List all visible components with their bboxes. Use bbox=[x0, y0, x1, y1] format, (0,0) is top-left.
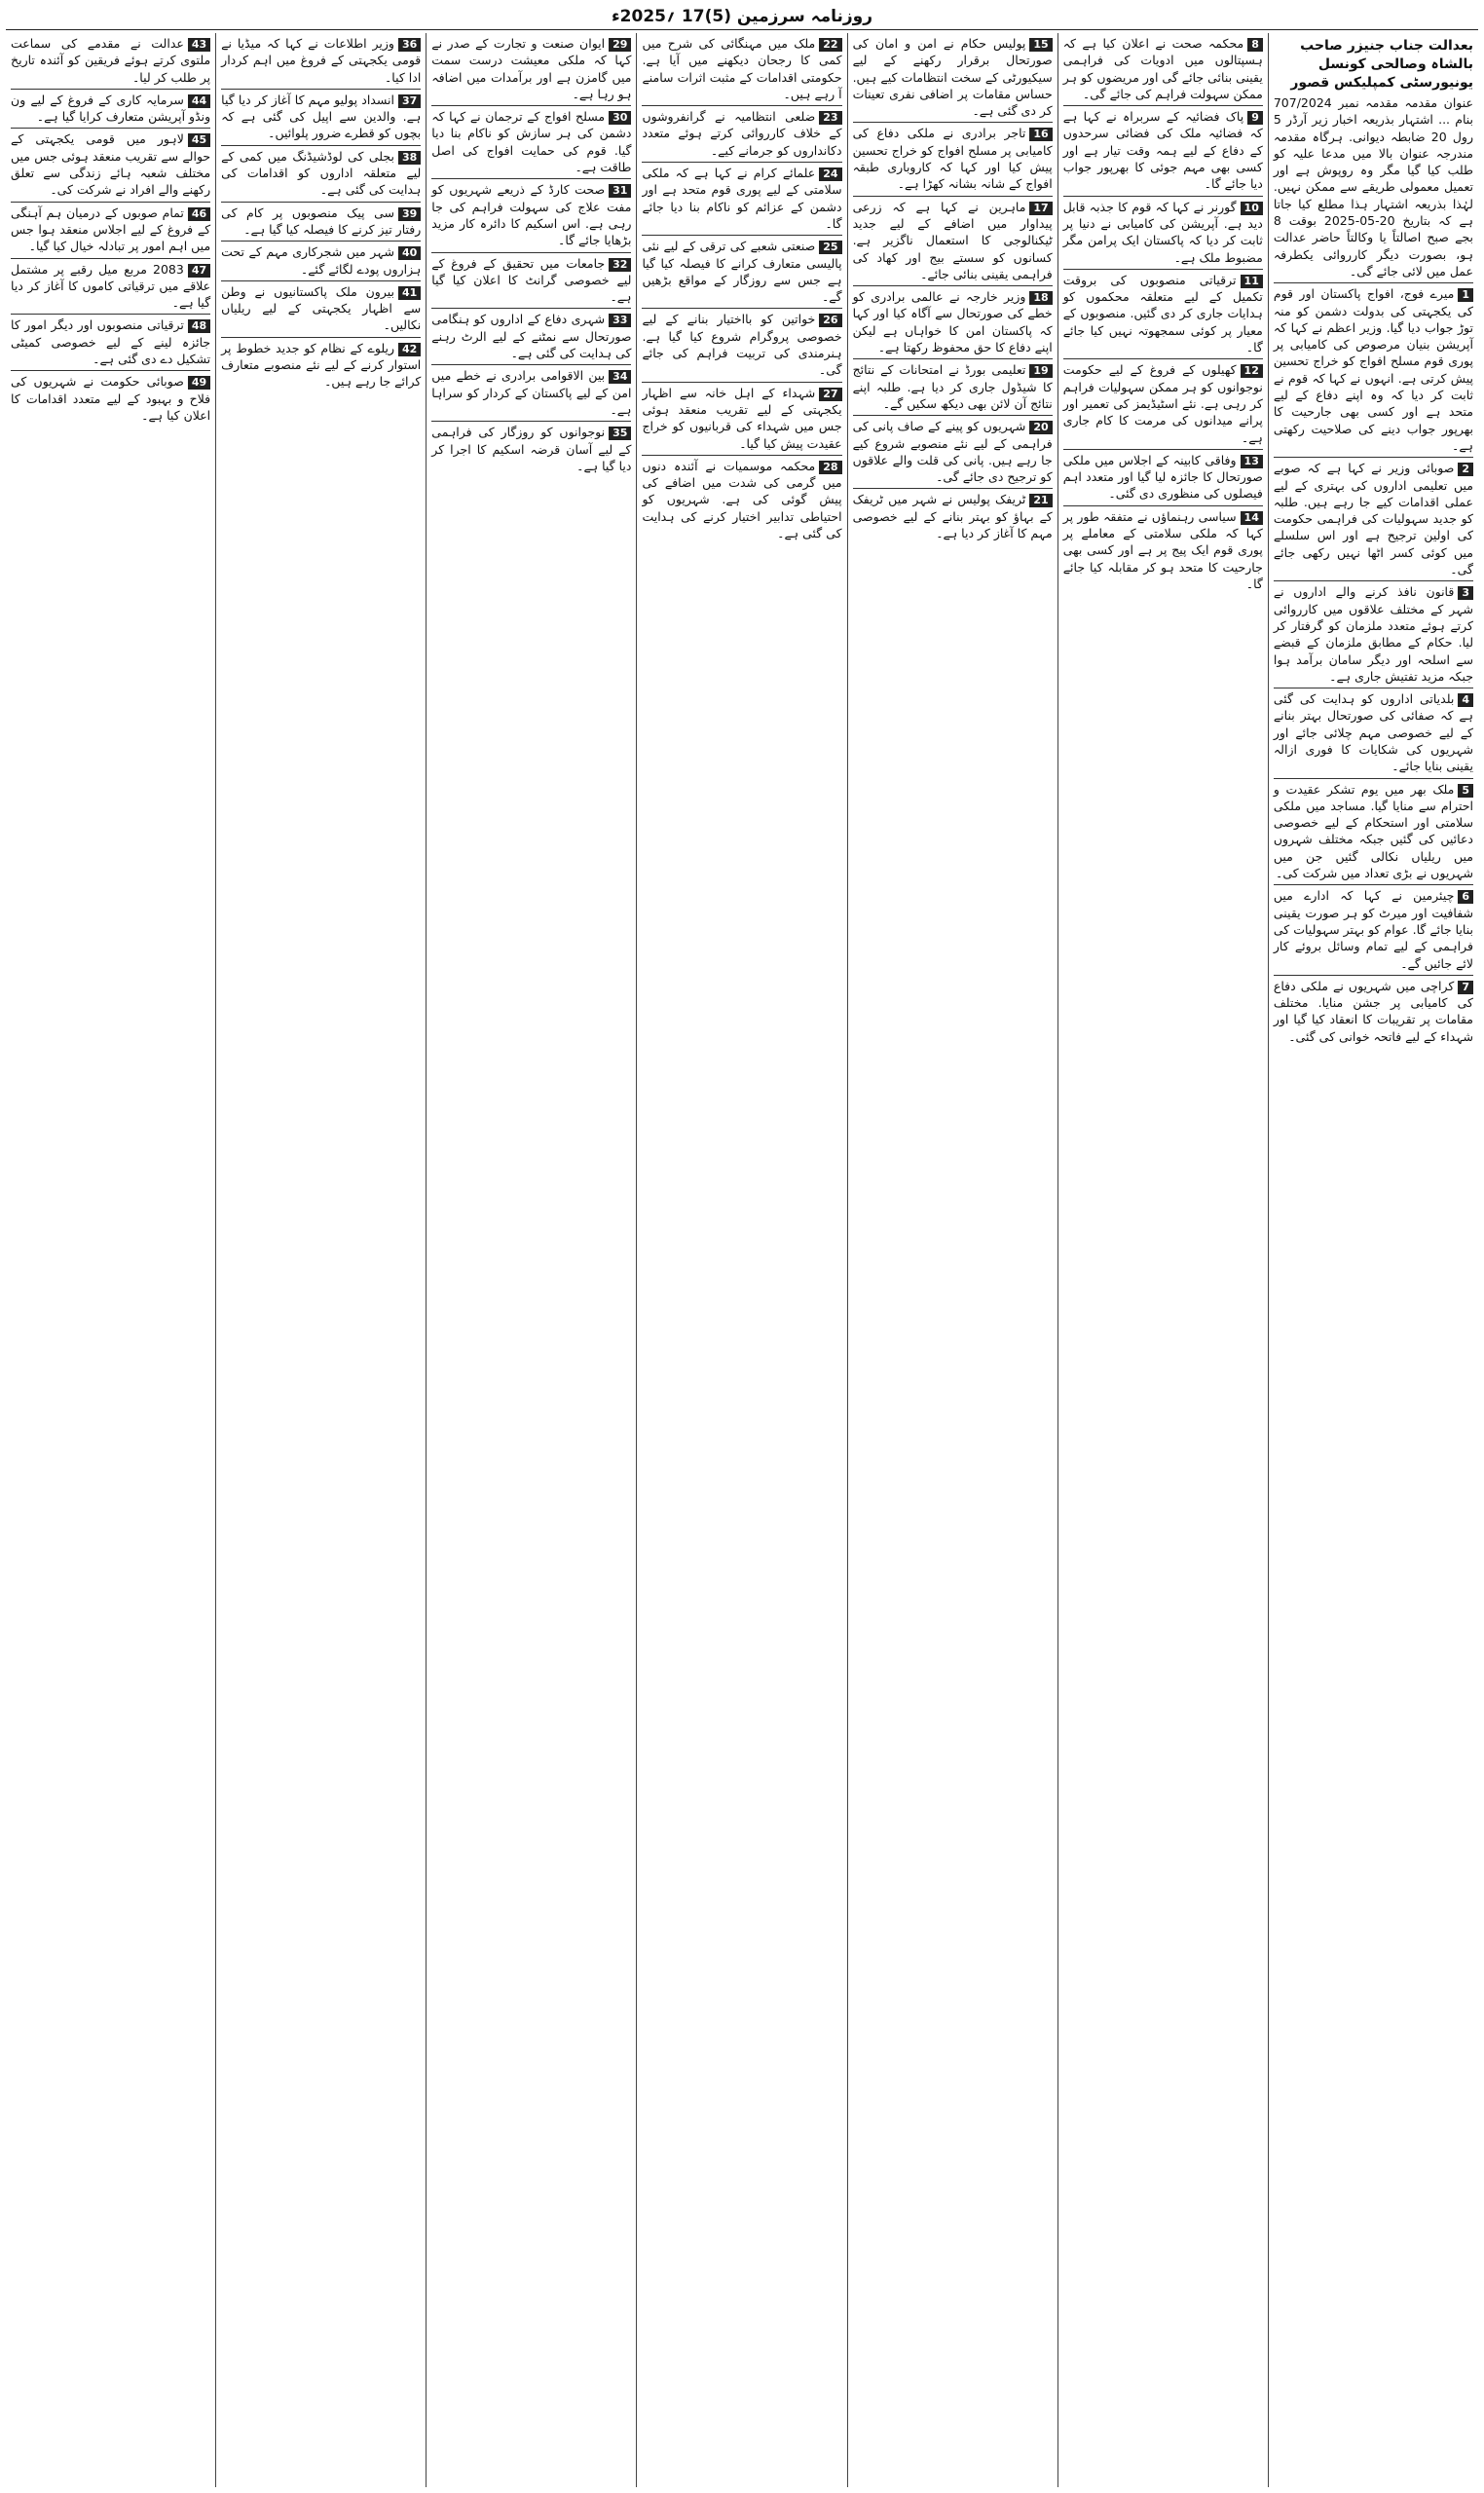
item-number-badge: 9 bbox=[1247, 111, 1263, 125]
news-item bbox=[853, 33, 1053, 119]
news-item bbox=[11, 258, 210, 312]
news-item bbox=[642, 235, 841, 305]
news-text bbox=[221, 243, 421, 278]
item-number-badge: 31 bbox=[609, 184, 631, 198]
item-number-badge: 33 bbox=[609, 314, 631, 327]
news-body: بیرون ملک پاکستانیوں نے وطن سے اظہار یکجہتی کے لیے ریلیاں نکالیں۔ bbox=[221, 283, 422, 333]
news-item bbox=[221, 241, 421, 278]
news-body: کراچی میں شہریوں نے ملکی دفاع کی کامیابی پر جشن منایا. مختلف مقامات پر تقریبات کا انعقاد کیا گیا اور شہداء کے لیے فاتحہ خوانی کی گئی۔ bbox=[1273, 978, 1473, 1044]
news-text bbox=[221, 205, 421, 239]
news-text bbox=[431, 35, 631, 102]
news-body: ریلوے کے نظام کو جدید خطوط پر استوار کرنے کے لیے نئے منصوبے متعارف کرائے جا رہے ہیں۔ bbox=[221, 340, 422, 390]
news-item bbox=[431, 308, 631, 361]
item-number-badge: 36 bbox=[398, 38, 421, 52]
news-item bbox=[1274, 884, 1473, 971]
news-text bbox=[853, 491, 1053, 541]
news-text bbox=[221, 92, 421, 142]
news-item bbox=[1063, 449, 1263, 502]
news-text bbox=[1274, 285, 1473, 454]
news-text bbox=[221, 35, 421, 86]
item-number-badge: 20 bbox=[1029, 421, 1052, 434]
news-text bbox=[853, 418, 1053, 485]
news-body: تاجر برادری نے ملکی دفاع کی کامیابی پر مسلح افواج کو خراج تحسین پیش کیا اور کہا کہ کاروباری طبقہ افواج کے شانہ بشانہ کھڑا ہے۔ bbox=[852, 126, 1053, 192]
news-item bbox=[642, 33, 841, 102]
news-text bbox=[1274, 94, 1473, 279]
news-item bbox=[1274, 975, 1473, 1045]
news-text bbox=[11, 316, 210, 367]
item-number-badge: 10 bbox=[1241, 202, 1263, 215]
news-text bbox=[853, 125, 1053, 192]
news-text bbox=[431, 108, 631, 175]
news-item bbox=[431, 364, 631, 418]
news-text bbox=[1274, 690, 1473, 774]
news-item bbox=[431, 178, 631, 248]
news-item bbox=[221, 337, 421, 391]
news-item bbox=[431, 33, 631, 102]
news-body: شہری دفاع کے اداروں کو ہنگامی صورتحال سے نمٹنے کے لیے الرٹ رہنے کی ہدایت کی گئی ہے۔ bbox=[431, 312, 632, 361]
news-text bbox=[431, 181, 631, 248]
news-body: چیئرمین نے کہا کہ ادارے میں شفافیت اور میرٹ کو ہر صورت یقینی بنایا جائے گا. عوام کو بہتر سہولیات کی فراہمی کے لیے تمام وسائل بروئے کار لائے جائیں گے۔ bbox=[1273, 888, 1473, 971]
news-body: صوبائی وزیر نے کہا ہے کہ صوبے میں تعلیمی اداروں کی بہتری کے لیے عملی اقدامات کیے جا رہے ہیں. طلبہ کو جدید سہولیات کی فراہمی حکومت کی اولین ترجیح ہے اور اس سلسلے میں کوئی کسر اٹھا نہیں رکھی جائے گی۔ bbox=[1273, 461, 1473, 577]
news-column bbox=[847, 33, 1057, 2487]
news-item bbox=[1274, 282, 1473, 454]
news-item bbox=[1063, 505, 1263, 592]
news-text bbox=[642, 458, 841, 541]
news-body: ماہرین نے کہا ہے کہ زرعی پیداوار میں اضافے کے لیے جدید ٹیکنالوجی کا استعمال ناگزیر ہے. کسانوں کو سستے بیج اور کھاد کی فراہمی یقینی بنائی جائے۔ bbox=[852, 199, 1053, 281]
news-item bbox=[11, 314, 210, 367]
news-text bbox=[1274, 887, 1473, 971]
news-text bbox=[853, 288, 1053, 355]
news-column bbox=[1057, 33, 1268, 2487]
news-text bbox=[431, 311, 631, 361]
item-number-badge: 35 bbox=[609, 427, 631, 440]
news-item bbox=[642, 455, 841, 541]
item-number-badge: 13 bbox=[1241, 455, 1263, 468]
news-text bbox=[1063, 272, 1263, 355]
news-body: شہر میں شجرکاری مہم کے تحت ہزاروں پودے لگائے گئے۔ bbox=[221, 244, 422, 277]
news-text bbox=[1063, 108, 1263, 192]
news-body: پاک فضائیہ کے سربراہ نے کہا ہے کہ فضائیہ ملک کی فضائی سرحدوں کے دفاع کے لیے ہمہ وقت تیار ہے اور کسی بھی مہم جوئی کا بھرپور جواب دیا جائے گا۔ bbox=[1062, 109, 1263, 192]
item-number-badge: 39 bbox=[398, 207, 421, 221]
item-number-badge: 5 bbox=[1458, 784, 1473, 798]
item-number-badge: 19 bbox=[1029, 364, 1052, 378]
item-number-badge: 38 bbox=[398, 151, 421, 165]
news-item bbox=[431, 105, 631, 175]
news-body: عنوان مقدمہ مقدمہ نمبر 707/2024 بنام ... اشتہار بذریعہ اخبار زیر آرڈر 5 رول 20 ضابطہ دیوانی. ہرگاہ مقدمہ مندرجہ عنوان بالا میں مدعا علیہ کو طلب کیا گیا مگر وہ روپوش ہے اور تعمیل معمولی طریقے سے ممکن نہیں. لہٰذا بذریعہ اشتہار ہذا مطلع کیا جاتا ہے کہ بتاریخ 20-05-2025 بوقت 8 بجے صبح اصالتاً یا وکالتاً حاضر عدالت ہو، بصورت دیگر کارروائی یکطرفہ عمل میں لائی جائے گی۔ bbox=[1273, 95, 1473, 279]
news-text bbox=[642, 385, 841, 452]
news-column bbox=[215, 33, 426, 2487]
news-text bbox=[11, 130, 210, 198]
news-item bbox=[221, 280, 421, 334]
news-item bbox=[853, 488, 1053, 541]
news-body: نوجوانوں کو روزگار کی فراہمی کے لیے آسان قرضہ اسکیم کا اجرا کر دیا گیا ہے۔ bbox=[431, 425, 632, 473]
news-item bbox=[853, 415, 1053, 485]
news-item bbox=[853, 285, 1053, 355]
news-text bbox=[1063, 361, 1263, 445]
news-item bbox=[11, 370, 210, 424]
news-text bbox=[1274, 978, 1473, 1045]
news-item bbox=[1063, 358, 1263, 445]
news-item bbox=[1063, 269, 1263, 355]
news-text bbox=[11, 205, 210, 255]
news-body: وزیر خارجہ نے عالمی برادری کو خطے کی صورتحال سے آگاہ کیا اور کہا کہ پاکستان امن کا خواہاں ہے لیکن اپنے دفاع کا حق محفوظ رکھتا ہے۔ bbox=[852, 289, 1053, 355]
news-body: صنعتی شعبے کی ترقی کے لیے نئی پالیسی متعارف کرانے کا فیصلہ کیا گیا ہے جس سے روزگار کے مواقع بڑھیں گے۔ bbox=[642, 239, 842, 305]
news-body: ٹریفک پولیس نے شہر میں ٹریفک کے بہاؤ کو بہتر بنانے کے لیے خصوصی مہم کا آغاز کر دیا ہے۔ bbox=[852, 492, 1053, 541]
item-number-badge: 26 bbox=[819, 314, 841, 327]
news-item bbox=[11, 202, 210, 255]
item-number-badge: 8 bbox=[1247, 38, 1263, 52]
news-item bbox=[1274, 688, 1473, 774]
news-text bbox=[221, 148, 421, 199]
item-number-badge: 28 bbox=[819, 461, 841, 474]
news-body: بجلی کی لوڈشیڈنگ میں کمی کے لیے متعلقہ اداروں کو اقدامات کی ہدایت کی گئی ہے۔ bbox=[221, 148, 422, 198]
news-body: شہداء کے اہل خانہ سے اظہار یکجہتی کے لیے تقریب منعقد ہوئی جس میں شہداء کی قربانیوں کو خراج عقیدت پیش کیا گیا۔ bbox=[642, 385, 842, 451]
news-body: مسلح افواج کے ترجمان نے کہا کہ دشمن کی ہر سازش کو ناکام بنا دیا گیا. قوم کی حمایت افواج کی اصل طاقت ہے۔ bbox=[431, 109, 632, 175]
news-body: سرمایہ کاری کے فروغ کے لیے ون ونڈو آپریشن متعارف کرایا گیا ہے۔ bbox=[11, 92, 211, 125]
news-body: لاہور میں قومی یکجہتی کے حوالے سے تقریب منعقد ہوئی جس میں مختلف شعبہ ہائے زندگی سے تعلق رکھنے والے افراد نے شرکت کی۔ bbox=[11, 131, 211, 198]
news-item bbox=[1063, 196, 1263, 266]
news-body: ضلعی انتظامیہ نے گرانفروشوں کے خلاف کارروائی کرتے ہوئے متعدد دکانداروں کو جرمانے کیے۔ bbox=[642, 109, 842, 158]
item-number-badge: 34 bbox=[609, 370, 631, 384]
news-item bbox=[1274, 457, 1473, 577]
news-text bbox=[1063, 508, 1263, 592]
news-body: بین الاقوامی برادری نے خطے میں امن کے لیے پاکستان کے کردار کو سراہا ہے۔ bbox=[431, 368, 632, 417]
item-number-badge: 40 bbox=[398, 246, 421, 260]
item-number-badge: 18 bbox=[1029, 291, 1052, 305]
news-item bbox=[431, 252, 631, 306]
news-item bbox=[853, 358, 1053, 412]
news-item bbox=[221, 145, 421, 199]
news-text bbox=[11, 35, 210, 86]
news-body: وفاقی کابینہ کے اجلاس میں ملکی صورتحال کا جائزہ لیا گیا اور متعدد اہم فیصلوں کی منظوری دی گئی۔ bbox=[1062, 452, 1263, 502]
news-item bbox=[1274, 33, 1473, 279]
item-number-badge: 21 bbox=[1029, 494, 1052, 507]
news-body: بلدیاتی اداروں کو ہدایت کی گئی ہے کہ صفائی کی صورتحال بہتر بنانے کے لیے خصوصی مہم چلائی جائے اور شہریوں کی شکایات کا فوری ازالہ یقینی بنایا جائے۔ bbox=[1273, 691, 1473, 774]
news-text bbox=[11, 261, 210, 312]
news-text bbox=[1063, 35, 1263, 102]
news-item bbox=[431, 421, 631, 474]
news-text bbox=[1063, 199, 1263, 266]
news-body: وزیر اطلاعات نے کہا کہ میڈیا نے قومی یکجہتی کے فروغ میں اہم کردار ادا کیا۔ bbox=[221, 36, 422, 85]
newspaper-page bbox=[6, 4, 1478, 2487]
news-body: شہریوں کو پینے کے صاف پانی کی فراہمی کے لیے نئے منصوبے شروع کیے جا رہے ہیں. پانی کی قلت والے علاقوں کو ترجیح دی جائے گی۔ bbox=[852, 419, 1053, 485]
news-text bbox=[642, 35, 841, 102]
item-number-badge: 42 bbox=[398, 343, 421, 356]
item-number-badge: 41 bbox=[398, 286, 421, 300]
item-number-badge: 44 bbox=[188, 94, 210, 108]
news-body: سیاسی رہنماؤں نے متفقہ طور پر کہا کہ ملکی سلامتی کے معاملے پر پوری قوم ایک پیج پر ہے اور کسی بھی جارحیت کا متحد ہو کر مقابلہ کیا جائے گا۔ bbox=[1062, 508, 1263, 591]
item-number-badge: 7 bbox=[1458, 981, 1473, 994]
news-body: قانون نافذ کرنے والے اداروں نے شہر کے مختلف علاقوں میں کارروائی کرتے ہوئے متعدد ملزمان کو گرفتار کر لیا. حکام کے مطابق ملزمان کے قبضے سے اسلحہ اور دیگر سامان برآمد ہوا جبکہ مزید تفتیش جاری ہے۔ bbox=[1273, 584, 1473, 684]
item-number-badge: 49 bbox=[188, 376, 210, 390]
news-body: سی پیک منصوبوں پر کام کی رفتار تیز کرنے کا فیصلہ کیا گیا ہے۔ bbox=[221, 205, 422, 237]
news-item bbox=[642, 382, 841, 452]
item-number-badge: 16 bbox=[1029, 128, 1052, 141]
item-number-badge: 30 bbox=[609, 111, 631, 125]
news-body: خواتین کو بااختیار بنانے کے لیے خصوصی پروگرام شروع کیا گیا ہے. ہنرمندی کی تربیت فراہم کی جائے گی۔ bbox=[642, 312, 842, 378]
news-headline: بعدالت جناب جنیزر صاحب بالشاہ وصالحی کونسل یونیورسٹی کمپلیکس قصور bbox=[1290, 38, 1473, 91]
news-body: 2083 مربع میل رقبے پر مشتمل علاقے میں ترقیاتی کاموں کا آغاز کر دیا گیا ہے۔ bbox=[11, 261, 211, 311]
news-text bbox=[853, 361, 1053, 412]
item-number-badge: 23 bbox=[819, 111, 841, 125]
item-number-badge: 32 bbox=[609, 258, 631, 272]
item-number-badge: 47 bbox=[188, 264, 210, 278]
news-text bbox=[11, 92, 210, 126]
news-item bbox=[642, 308, 841, 378]
news-body: محکمہ صحت نے اعلان کیا ہے کہ ہسپتالوں میں ادویات کی فراہمی یقینی بنائی جائے گی اور مریضوں کو ہر ممکن سہولت فراہم کی جائے گی۔ bbox=[1062, 36, 1263, 101]
news-item bbox=[221, 89, 421, 142]
news-item bbox=[853, 122, 1053, 192]
item-number-badge: 15 bbox=[1029, 38, 1052, 52]
news-text bbox=[431, 424, 631, 474]
news-item bbox=[642, 162, 841, 232]
item-number-badge: 14 bbox=[1241, 511, 1263, 525]
news-body: علمائے کرام نے کہا ہے کہ ملکی سلامتی کے لیے پوری قوم متحد ہے اور دشمن کے عزائم کو ناکام بنا دیا جائے گا۔ bbox=[642, 166, 842, 231]
item-number-badge: 2 bbox=[1458, 463, 1473, 476]
news-body: ملک میں مہنگائی کی شرح میں کمی کا رجحان دیکھنے میں آیا ہے. حکومتی اقدامات کے مثبت اثرات سامنے آ رہے ہیں۔ bbox=[642, 36, 842, 101]
news-text bbox=[642, 165, 841, 232]
item-number-badge: 43 bbox=[188, 38, 210, 52]
news-item bbox=[1063, 105, 1263, 192]
news-text bbox=[642, 311, 841, 378]
item-number-badge: 37 bbox=[398, 94, 421, 108]
item-number-badge: 45 bbox=[188, 133, 210, 147]
news-column bbox=[426, 33, 636, 2487]
item-number-badge: 6 bbox=[1458, 890, 1473, 904]
news-body: ایوان صنعت و تجارت کے صدر نے کہا کہ ملکی معیشت درست سمت میں گامزن ہے اور برآمدات میں اضافہ ہو رہا ہے۔ bbox=[431, 36, 632, 101]
news-body: ترقیاتی منصوبوں کی بروقت تکمیل کے لیے متعلقہ محکموں کو ہدایات جاری کر دی گئیں. منصوبوں کے معیار پر کوئی سمجھوتہ نہیں کیا جائے گا۔ bbox=[1062, 272, 1263, 355]
item-number-badge: 4 bbox=[1458, 693, 1473, 707]
item-number-badge: 24 bbox=[819, 167, 841, 181]
news-text bbox=[1274, 583, 1473, 685]
item-number-badge: 22 bbox=[819, 38, 841, 52]
news-body: عدالت نے مقدمے کی سماعت ملتوی کرتے ہوئے فریقین کو آئندہ تاریخ پر طلب کر لیا۔ bbox=[11, 36, 211, 85]
news-text bbox=[221, 283, 421, 334]
item-number-badge: 25 bbox=[819, 241, 841, 254]
item-number-badge: 27 bbox=[819, 388, 841, 401]
news-body: صوبائی حکومت نے شہریوں کی فلاح و بہبود کے لیے متعدد اقدامات کا اعلان کیا ہے۔ bbox=[11, 374, 211, 423]
page-masthead: روزنامہ سرزمین (5)17 ؍2025ء bbox=[6, 4, 1478, 30]
news-body: پولیس حکام نے امن و امان کی صورتحال برقرار رکھنے کے لیے سیکیورٹی کے سخت انتظامات کیے ہیں. حساس مقامات پر اضافی نفری تعینات کر دی گئی ہے۔ bbox=[852, 36, 1053, 119]
item-number-badge: 11 bbox=[1241, 275, 1263, 288]
news-text bbox=[853, 199, 1053, 282]
news-column bbox=[1268, 33, 1478, 2487]
news-text bbox=[431, 255, 631, 306]
item-number-badge: 29 bbox=[609, 38, 631, 52]
news-text bbox=[1063, 452, 1263, 502]
news-item bbox=[221, 202, 421, 239]
news-item bbox=[1274, 778, 1473, 882]
news-item bbox=[1274, 580, 1473, 685]
news-item bbox=[11, 128, 210, 198]
news-body: ملک بھر میں یوم تشکر عقیدت و احترام سے منایا گیا. مساجد میں ملکی سلامتی اور استحکام کے لیے خصوصی دعائیں کی گئیں جبکہ مختلف شہروں میں ریلیاں نکالی گئیں جن میں شہریوں نے بڑی تعداد میں شرکت کی۔ bbox=[1273, 781, 1473, 881]
news-body: گورنر نے کہا کہ قوم کا جذبہ قابل دید ہے. آپریشن کی کامیابی نے دنیا پر ثابت کر دیا کہ پاکستان ایک پرامن مگر مضبوط ملک ہے۔ bbox=[1062, 199, 1263, 265]
news-item bbox=[221, 33, 421, 86]
item-number-badge: 46 bbox=[188, 207, 210, 221]
news-body: کھیلوں کے فروغ کے لیے حکومت نوجوانوں کو ہر ممکن سہولیات فراہم کر رہی ہے. نئے اسٹیڈیمز کی تعمیر اور پرانے میدانوں کی مرمت کا کام جاری ہے۔ bbox=[1062, 362, 1263, 445]
news-text bbox=[853, 35, 1053, 119]
news-body: تمام صوبوں کے درمیان ہم آہنگی کے فروغ کے لیے اجلاس منعقد ہوا جس میں اہم امور پر تبادلہ خیال کیا گیا۔ bbox=[11, 205, 211, 254]
news-item bbox=[642, 105, 841, 159]
news-item bbox=[11, 33, 210, 86]
news-text bbox=[221, 340, 421, 391]
news-item bbox=[1063, 33, 1263, 102]
news-text bbox=[431, 367, 631, 418]
news-column bbox=[636, 33, 846, 2487]
news-text bbox=[642, 108, 841, 159]
news-body: میرے فوج، افواج پاکستان اور قوم کی یکجہتی کی بدولت دشمن کو منہ توڑ جواب دیا گیا. وزیر اعظم نے کہا کہ آپریشن بنیان مرصوص کی کامیابی پر پوری قوم مسلح افواج کو خراج تحسین پیش کرتی ہے. انہوں نے کہا کہ قوم نے ثابت کر دیا کہ وہ اپنے دفاع کے لیے متحد ہے اور کسی بھی جارحیت کا بھرپور جواب دینے کی صلاحیت رکھتی ہے۔ bbox=[1273, 286, 1473, 453]
news-body: صحت کارڈ کے ذریعے شہریوں کو مفت علاج کی سہولت فراہم کی جا رہی ہے. اس اسکیم کا دائرہ کار مزید بڑھایا جائے گا۔ bbox=[431, 182, 632, 248]
columns bbox=[6, 33, 1478, 2487]
item-number-badge: 1 bbox=[1458, 288, 1473, 302]
news-body: تعلیمی بورڈ نے امتحانات کے نتائج کا شیڈول جاری کر دیا ہے. طلبہ اپنے نتائج آن لائن بھی دیکھ سکیں گے۔ bbox=[852, 362, 1053, 411]
news-body: محکمہ موسمیات نے آئندہ دنوں میں گرمی کی شدت میں اضافے کی پیش گوئی کی ہے. شہریوں کو احتیاطی تدابیر اختیار کرنے کی ہدایت کی گئی ہے۔ bbox=[642, 458, 842, 541]
news-text bbox=[1274, 781, 1473, 882]
news-body: ترقیاتی منصوبوں اور دیگر امور کا جائزہ لینے کے لیے خصوصی کمیٹی تشکیل دے دی گئی ہے۔ bbox=[11, 317, 211, 367]
item-number-badge: 17 bbox=[1029, 202, 1052, 215]
news-text bbox=[642, 238, 841, 305]
news-text bbox=[11, 373, 210, 424]
item-number-badge: 3 bbox=[1458, 586, 1473, 600]
news-item bbox=[853, 196, 1053, 282]
news-body: انسداد پولیو مہم کا آغاز کر دیا گیا ہے. والدین سے اپیل کی گئی ہے کہ بچوں کو قطرے ضرور پلوائیں۔ bbox=[221, 92, 422, 141]
item-number-badge: 48 bbox=[188, 319, 210, 333]
news-item bbox=[11, 89, 210, 126]
news-text bbox=[1274, 460, 1473, 577]
news-column bbox=[6, 33, 215, 2487]
item-number-badge: 12 bbox=[1241, 364, 1263, 378]
news-body: جامعات میں تحقیق کے فروغ کے لیے خصوصی گرانٹ کا اعلان کیا گیا ہے۔ bbox=[431, 255, 632, 305]
